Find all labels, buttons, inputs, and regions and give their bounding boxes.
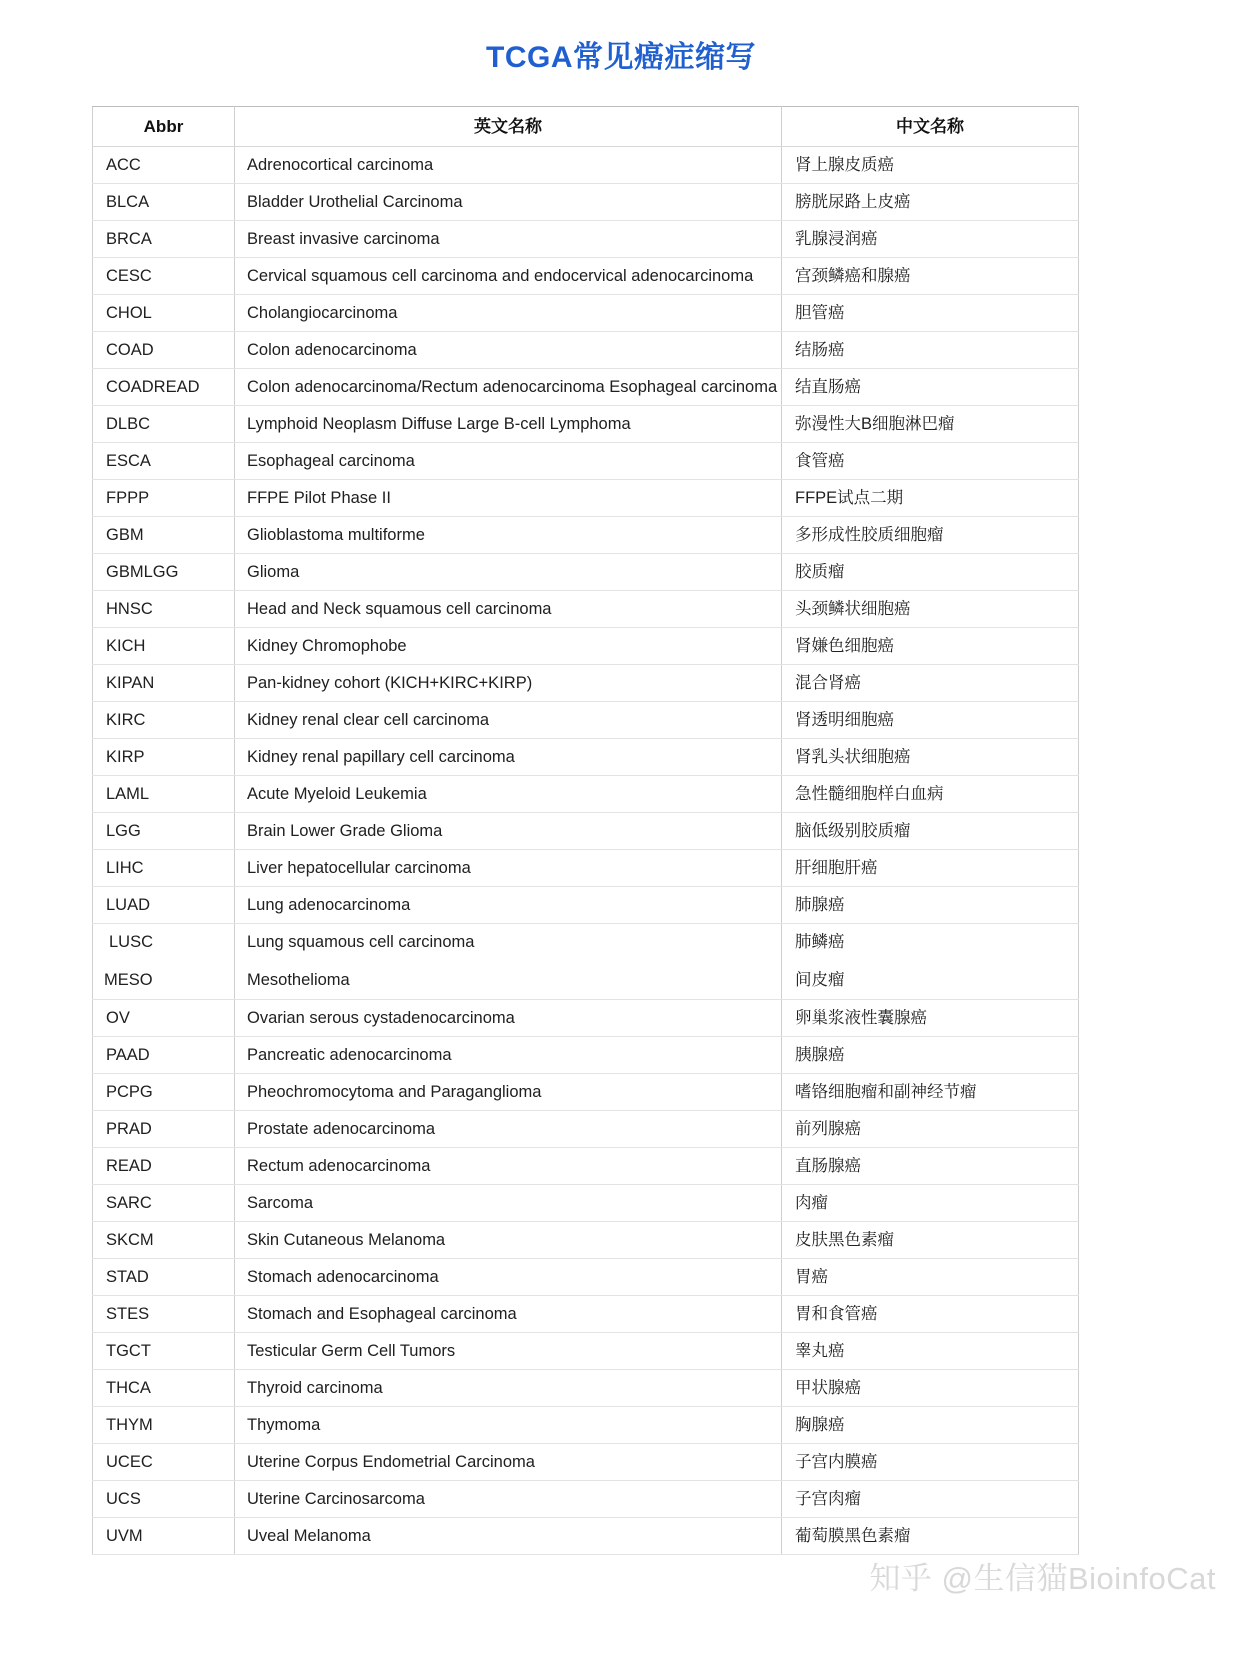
cell-chinese-name	[782, 1333, 1079, 1370]
chinese-name-text: 肾上腺皮质癌	[795, 155, 894, 174]
cell-english-name	[235, 1296, 782, 1333]
cell-abbr	[93, 1370, 235, 1407]
cell-english-name	[235, 1222, 782, 1259]
cell-chinese-name	[782, 813, 1079, 850]
cell-chinese-name	[782, 1148, 1079, 1185]
cell-english-name	[235, 517, 782, 554]
cell-abbr	[93, 369, 235, 406]
english-name-text: Cholangiocarcinoma	[247, 303, 398, 322]
cell-english-name	[235, 1000, 782, 1037]
cell-chinese-name	[782, 776, 1079, 813]
english-name-text: Brain Lower Grade Glioma	[247, 821, 443, 840]
cell-abbr	[93, 517, 235, 554]
english-name-text: Thyroid carcinoma	[247, 1378, 383, 1397]
table-row	[93, 1333, 1079, 1370]
abbr-text: LUSC	[109, 933, 154, 952]
cell-english-name	[235, 924, 782, 962]
abbr-text: FPPP	[106, 488, 150, 507]
chinese-name-text: 膀胱尿路上皮癌	[795, 192, 911, 211]
table-row	[93, 1259, 1079, 1296]
abbr-text: ACC	[106, 155, 141, 174]
cell-chinese-name	[782, 1037, 1079, 1074]
english-name-text: Pancreatic adenocarcinoma	[247, 1045, 452, 1064]
table-row	[93, 147, 1079, 184]
chinese-name-text: 脑低级别胶质瘤	[795, 821, 911, 840]
cell-english-name	[235, 1148, 782, 1185]
english-name-text: Acute Myeloid Leukemia	[247, 784, 427, 803]
table-row	[93, 258, 1079, 295]
column-header-english: 英文名称	[235, 107, 782, 147]
english-name-text: Rectum adenocarcinoma	[247, 1156, 431, 1175]
cell-chinese-name	[782, 1111, 1079, 1148]
abbr-text: SARC	[106, 1193, 152, 1212]
cell-chinese-name	[782, 702, 1079, 739]
abbr-text: KIRP	[106, 747, 145, 766]
cell-abbr	[93, 1111, 235, 1148]
english-name-text: Stomach adenocarcinoma	[247, 1267, 439, 1286]
cell-chinese-name	[782, 443, 1079, 480]
cell-abbr	[93, 1074, 235, 1111]
abbr-text: DLBC	[106, 414, 151, 433]
cell-chinese-name	[782, 554, 1079, 591]
cell-chinese-name	[782, 480, 1079, 517]
cell-abbr	[93, 887, 235, 924]
cell-english-name	[235, 665, 782, 702]
chinese-name-text: 胆管癌	[795, 303, 845, 322]
english-name-text: Pan-kidney cohort (KICH+KIRC+KIRP)	[247, 673, 533, 692]
cell-chinese-name	[782, 1259, 1079, 1296]
cell-abbr	[93, 443, 235, 480]
cell-chinese-name	[782, 850, 1079, 887]
chinese-name-text: 肉瘤	[795, 1193, 828, 1212]
chinese-name-text: 胰腺癌	[795, 1045, 845, 1064]
cell-abbr	[93, 1148, 235, 1185]
cell-chinese-name	[782, 628, 1079, 665]
watermark: 知乎 @生信猫BioinfoCat	[869, 1561, 1216, 1596]
abbr-text: UVM	[106, 1526, 143, 1545]
cell-chinese-name	[782, 295, 1079, 332]
table-row	[93, 184, 1079, 221]
table-row	[93, 443, 1079, 480]
cell-english-name	[235, 443, 782, 480]
cell-english-name	[235, 1111, 782, 1148]
abbr-text: LAML	[106, 784, 150, 803]
cell-english-name	[235, 813, 782, 850]
table-row	[93, 665, 1079, 702]
table-row	[93, 1518, 1079, 1555]
cell-english-name	[235, 406, 782, 443]
chinese-name-text: 甲状腺癌	[795, 1378, 861, 1397]
table-body	[93, 147, 1079, 1555]
cell-chinese-name	[782, 1370, 1079, 1407]
table-row	[93, 1111, 1079, 1148]
abbr-text: PAAD	[106, 1045, 150, 1064]
english-name-text: Uveal Melanoma	[247, 1526, 371, 1545]
abbr-text: BLCA	[106, 192, 150, 211]
english-name-text: Lung squamous cell carcinoma	[247, 933, 475, 952]
cell-english-name	[235, 1037, 782, 1074]
english-name-text: Stomach and Esophageal carcinoma	[247, 1304, 517, 1323]
cell-chinese-name	[782, 221, 1079, 258]
cell-chinese-name	[782, 924, 1079, 962]
cell-abbr	[93, 924, 235, 962]
cell-abbr	[93, 1296, 235, 1333]
cell-english-name	[235, 480, 782, 517]
abbr-text: UCS	[106, 1489, 141, 1508]
table-row	[93, 850, 1079, 887]
cell-abbr	[93, 1333, 235, 1370]
chinese-name-text: 头颈鳞状细胞癌	[795, 599, 911, 618]
table-row	[93, 887, 1079, 924]
cell-chinese-name	[782, 1000, 1079, 1037]
table-row	[93, 776, 1079, 813]
chinese-name-text: 嗜铬细胞瘤和副神经节瘤	[795, 1082, 977, 1101]
chinese-name-text: 睾丸癌	[795, 1341, 845, 1360]
table-row	[93, 1037, 1079, 1074]
cell-abbr	[93, 962, 235, 1000]
cell-abbr	[93, 1481, 235, 1518]
table-row	[93, 962, 1079, 1000]
cell-chinese-name	[782, 332, 1079, 369]
table-row	[93, 369, 1079, 406]
chinese-name-text: 食管癌	[795, 451, 845, 470]
cell-english-name	[235, 221, 782, 258]
abbr-text: LUAD	[106, 895, 151, 914]
table-row	[93, 480, 1079, 517]
cell-abbr	[93, 1000, 235, 1037]
english-name-text: Thymoma	[247, 1415, 321, 1434]
abbr-text: HNSC	[106, 599, 153, 618]
chinese-name-text: 混合肾癌	[795, 673, 861, 692]
english-name-text: FFPE Pilot Phase II	[247, 488, 391, 507]
cell-english-name	[235, 1444, 782, 1481]
cell-abbr	[93, 258, 235, 295]
cell-english-name	[235, 258, 782, 295]
cell-chinese-name	[782, 517, 1079, 554]
chinese-name-text: 肺腺癌	[795, 895, 845, 914]
cell-chinese-name	[782, 739, 1079, 776]
cell-chinese-name	[782, 887, 1079, 924]
chinese-name-text: 胸腺癌	[795, 1415, 845, 1434]
english-name-text: Breast invasive carcinoma	[247, 229, 440, 248]
cell-abbr	[93, 554, 235, 591]
cell-chinese-name	[782, 591, 1079, 628]
table-row	[93, 1481, 1079, 1518]
table-row	[93, 1222, 1079, 1259]
table-row	[93, 554, 1079, 591]
chinese-name-text: 胃和食管癌	[795, 1304, 878, 1323]
table-row	[93, 1000, 1079, 1037]
cell-abbr	[93, 1185, 235, 1222]
chinese-name-text: 结直肠癌	[795, 377, 861, 396]
cell-chinese-name	[782, 258, 1079, 295]
cell-english-name	[235, 1407, 782, 1444]
chinese-name-text: 葡萄膜黑色素瘤	[795, 1526, 911, 1545]
table-row	[93, 517, 1079, 554]
abbr-text: KIPAN	[106, 673, 155, 692]
abbr-text: BRCA	[106, 229, 152, 248]
abbr-text: PRAD	[106, 1119, 152, 1138]
english-name-text: Esophageal carcinoma	[247, 451, 415, 470]
abbr-text: ESCA	[106, 451, 151, 470]
cell-abbr	[93, 1444, 235, 1481]
chinese-name-text: 弥漫性大B细胞淋巴瘤	[795, 414, 955, 433]
abbr-text: KIRC	[106, 710, 146, 729]
cell-abbr	[93, 480, 235, 517]
chinese-name-text: 前列腺癌	[795, 1119, 861, 1138]
cell-english-name	[235, 850, 782, 887]
english-name-text: Prostate adenocarcinoma	[247, 1119, 436, 1138]
english-name-text: Kidney Chromophobe	[247, 636, 407, 655]
chinese-name-text: 肺鳞癌	[795, 933, 845, 952]
abbr-text: OV	[106, 1008, 130, 1027]
abbr-text: STES	[106, 1304, 150, 1323]
abbr-text: LIHC	[106, 858, 144, 877]
table-row	[93, 1444, 1079, 1481]
english-name-text: Lung adenocarcinoma	[247, 895, 411, 914]
abbr-text: CESC	[106, 266, 152, 285]
table-row	[93, 924, 1079, 962]
table-row	[93, 702, 1079, 739]
cell-english-name	[235, 554, 782, 591]
abbr-text: UCEC	[106, 1452, 153, 1471]
table-row	[93, 1296, 1079, 1333]
abbr-text: COAD	[106, 340, 154, 359]
english-name-text: Glioblastoma multiforme	[247, 525, 425, 544]
chinese-name-text: 多形成性胶质细胞瘤	[795, 525, 944, 544]
cell-abbr	[93, 591, 235, 628]
cell-english-name	[235, 295, 782, 332]
chinese-name-text: 肾嫌色细胞癌	[795, 636, 894, 655]
cell-english-name	[235, 628, 782, 665]
cell-abbr	[93, 184, 235, 221]
cell-english-name	[235, 1481, 782, 1518]
abbr-text: READ	[106, 1156, 152, 1175]
abbr-text: KICH	[106, 636, 146, 655]
abbr-text: COADREAD	[106, 377, 200, 396]
table-header	[93, 107, 1079, 147]
cell-chinese-name	[782, 1444, 1079, 1481]
english-name-text: Colon adenocarcinoma	[247, 340, 417, 359]
cell-abbr	[93, 1259, 235, 1296]
abbr-text: SKCM	[106, 1230, 154, 1249]
column-header-chinese: 中文名称	[782, 107, 1079, 147]
table-row	[93, 628, 1079, 665]
cell-english-name	[235, 369, 782, 406]
english-name-text: Kidney renal clear cell carcinoma	[247, 710, 490, 729]
table-row	[93, 295, 1079, 332]
cell-english-name	[235, 1259, 782, 1296]
english-name-text: Testicular Germ Cell Tumors	[247, 1341, 456, 1360]
chinese-name-text: 乳腺浸润癌	[795, 229, 878, 248]
cell-english-name	[235, 962, 782, 1000]
abbr-text: LGG	[106, 821, 141, 840]
cell-abbr	[93, 1518, 235, 1555]
cell-abbr	[93, 1037, 235, 1074]
cell-chinese-name	[782, 184, 1079, 221]
cell-english-name	[235, 147, 782, 184]
abbr-text: THCA	[106, 1378, 151, 1397]
table-row	[93, 1074, 1079, 1111]
english-name-text: Glioma	[247, 562, 300, 581]
cell-abbr	[93, 739, 235, 776]
cell-abbr	[93, 221, 235, 258]
english-name-text: Adrenocortical carcinoma	[247, 155, 434, 174]
cell-abbr	[93, 1222, 235, 1259]
table-row	[93, 332, 1079, 369]
english-name-text: Mesothelioma	[247, 970, 350, 989]
chinese-name-text: 肾乳头状细胞癌	[795, 747, 911, 766]
cell-chinese-name	[782, 1407, 1079, 1444]
cell-abbr	[93, 813, 235, 850]
table-header-row	[93, 107, 1079, 147]
abbr-text: STAD	[106, 1267, 149, 1286]
english-name-text: Uterine Corpus Endometrial Carcinoma	[247, 1452, 535, 1471]
cell-chinese-name	[782, 1222, 1079, 1259]
cell-abbr	[93, 628, 235, 665]
cell-english-name	[235, 332, 782, 369]
table-row	[93, 591, 1079, 628]
table-row	[93, 1407, 1079, 1444]
cell-english-name	[235, 1185, 782, 1222]
cell-chinese-name	[782, 1296, 1079, 1333]
cell-chinese-name	[782, 1185, 1079, 1222]
abbr-text: GBM	[106, 525, 144, 544]
abbr-text: CHOL	[106, 303, 152, 322]
english-name-text: Uterine Carcinosarcoma	[247, 1489, 425, 1508]
abbr-text: MESO	[104, 970, 153, 989]
abbr-text: GBMLGG	[106, 562, 179, 581]
chinese-name-text: 胃癌	[795, 1267, 828, 1286]
cell-abbr	[93, 702, 235, 739]
cell-english-name	[235, 1074, 782, 1111]
english-name-text: Pheochromocytoma and Paraganglioma	[247, 1082, 542, 1101]
cell-english-name	[235, 1370, 782, 1407]
chinese-name-text: 急性髓细胞样白血病	[795, 784, 944, 803]
english-name-text: Liver hepatocellular carcinoma	[247, 858, 471, 877]
cell-abbr	[93, 406, 235, 443]
chinese-name-text: 卵巢浆液性囊腺癌	[795, 1008, 927, 1027]
page-title: TCGA常见癌症缩写	[486, 41, 756, 74]
chinese-name-text: 间皮瘤	[795, 970, 845, 989]
cell-chinese-name	[782, 406, 1079, 443]
chinese-name-text: 子宫内膜癌	[795, 1452, 878, 1471]
cell-abbr	[93, 1407, 235, 1444]
cell-chinese-name	[782, 1518, 1079, 1555]
cell-chinese-name	[782, 962, 1079, 1000]
table-row	[93, 739, 1079, 776]
cell-abbr	[93, 665, 235, 702]
abbreviation-table-container	[92, 106, 1078, 1555]
cell-abbr	[93, 295, 235, 332]
chinese-name-text: 宫颈鳞癌和腺癌	[795, 266, 911, 285]
abbr-text: PCPG	[106, 1082, 153, 1101]
abbr-text: THYM	[106, 1415, 153, 1434]
cell-chinese-name	[782, 369, 1079, 406]
table-row	[93, 1148, 1079, 1185]
chinese-name-text: 肝细胞肝癌	[795, 858, 878, 877]
cell-english-name	[235, 1333, 782, 1370]
table-row	[93, 813, 1079, 850]
cell-english-name	[235, 591, 782, 628]
cell-english-name	[235, 1518, 782, 1555]
cell-abbr	[93, 850, 235, 887]
chinese-name-text: 胶质瘤	[795, 562, 845, 581]
chinese-name-text: 结肠癌	[795, 340, 845, 359]
table-row	[93, 1185, 1079, 1222]
english-name-text: Cervical squamous cell carcinoma and endocervical adenocarcinoma	[247, 266, 754, 285]
column-header-abbr: Abbr	[93, 107, 235, 147]
table-row	[93, 221, 1079, 258]
chinese-name-text: 肾透明细胞癌	[795, 710, 894, 729]
english-name-text: Ovarian serous cystadenocarcinoma	[247, 1008, 515, 1027]
cell-english-name	[235, 776, 782, 813]
english-name-text: Bladder Urothelial Carcinoma	[247, 192, 463, 211]
chinese-name-text: 皮肤黑色素瘤	[795, 1230, 894, 1249]
chinese-name-text: FFPE试点二期	[795, 488, 904, 507]
cell-english-name	[235, 887, 782, 924]
chinese-name-text: 子宫肉瘤	[795, 1489, 861, 1508]
english-name-text: Skin Cutaneous Melanoma	[247, 1230, 446, 1249]
cell-english-name	[235, 739, 782, 776]
cell-abbr	[93, 332, 235, 369]
english-name-text: Lymphoid Neoplasm Diffuse Large B-cell Lymphoma	[247, 414, 631, 433]
cell-chinese-name	[782, 665, 1079, 702]
cell-chinese-name	[782, 1074, 1079, 1111]
cell-english-name	[235, 702, 782, 739]
english-name-text: Kidney renal papillary cell carcinoma	[247, 747, 515, 766]
chinese-name-text: 直肠腺癌	[795, 1156, 861, 1175]
table-row	[93, 1370, 1079, 1407]
cell-abbr	[93, 776, 235, 813]
cell-english-name	[235, 184, 782, 221]
english-name-text: Colon adenocarcinoma/Rectum adenocarcinoma Esophageal carcinoma	[247, 377, 778, 396]
english-name-text: Head and Neck squamous cell carcinoma	[247, 599, 552, 618]
cell-chinese-name	[782, 147, 1079, 184]
abbr-text: TGCT	[106, 1341, 151, 1360]
table-row	[93, 406, 1079, 443]
cancer-abbreviation-table	[92, 106, 1079, 1555]
cell-chinese-name	[782, 1481, 1079, 1518]
cell-abbr	[93, 147, 235, 184]
english-name-text: Sarcoma	[247, 1193, 314, 1212]
